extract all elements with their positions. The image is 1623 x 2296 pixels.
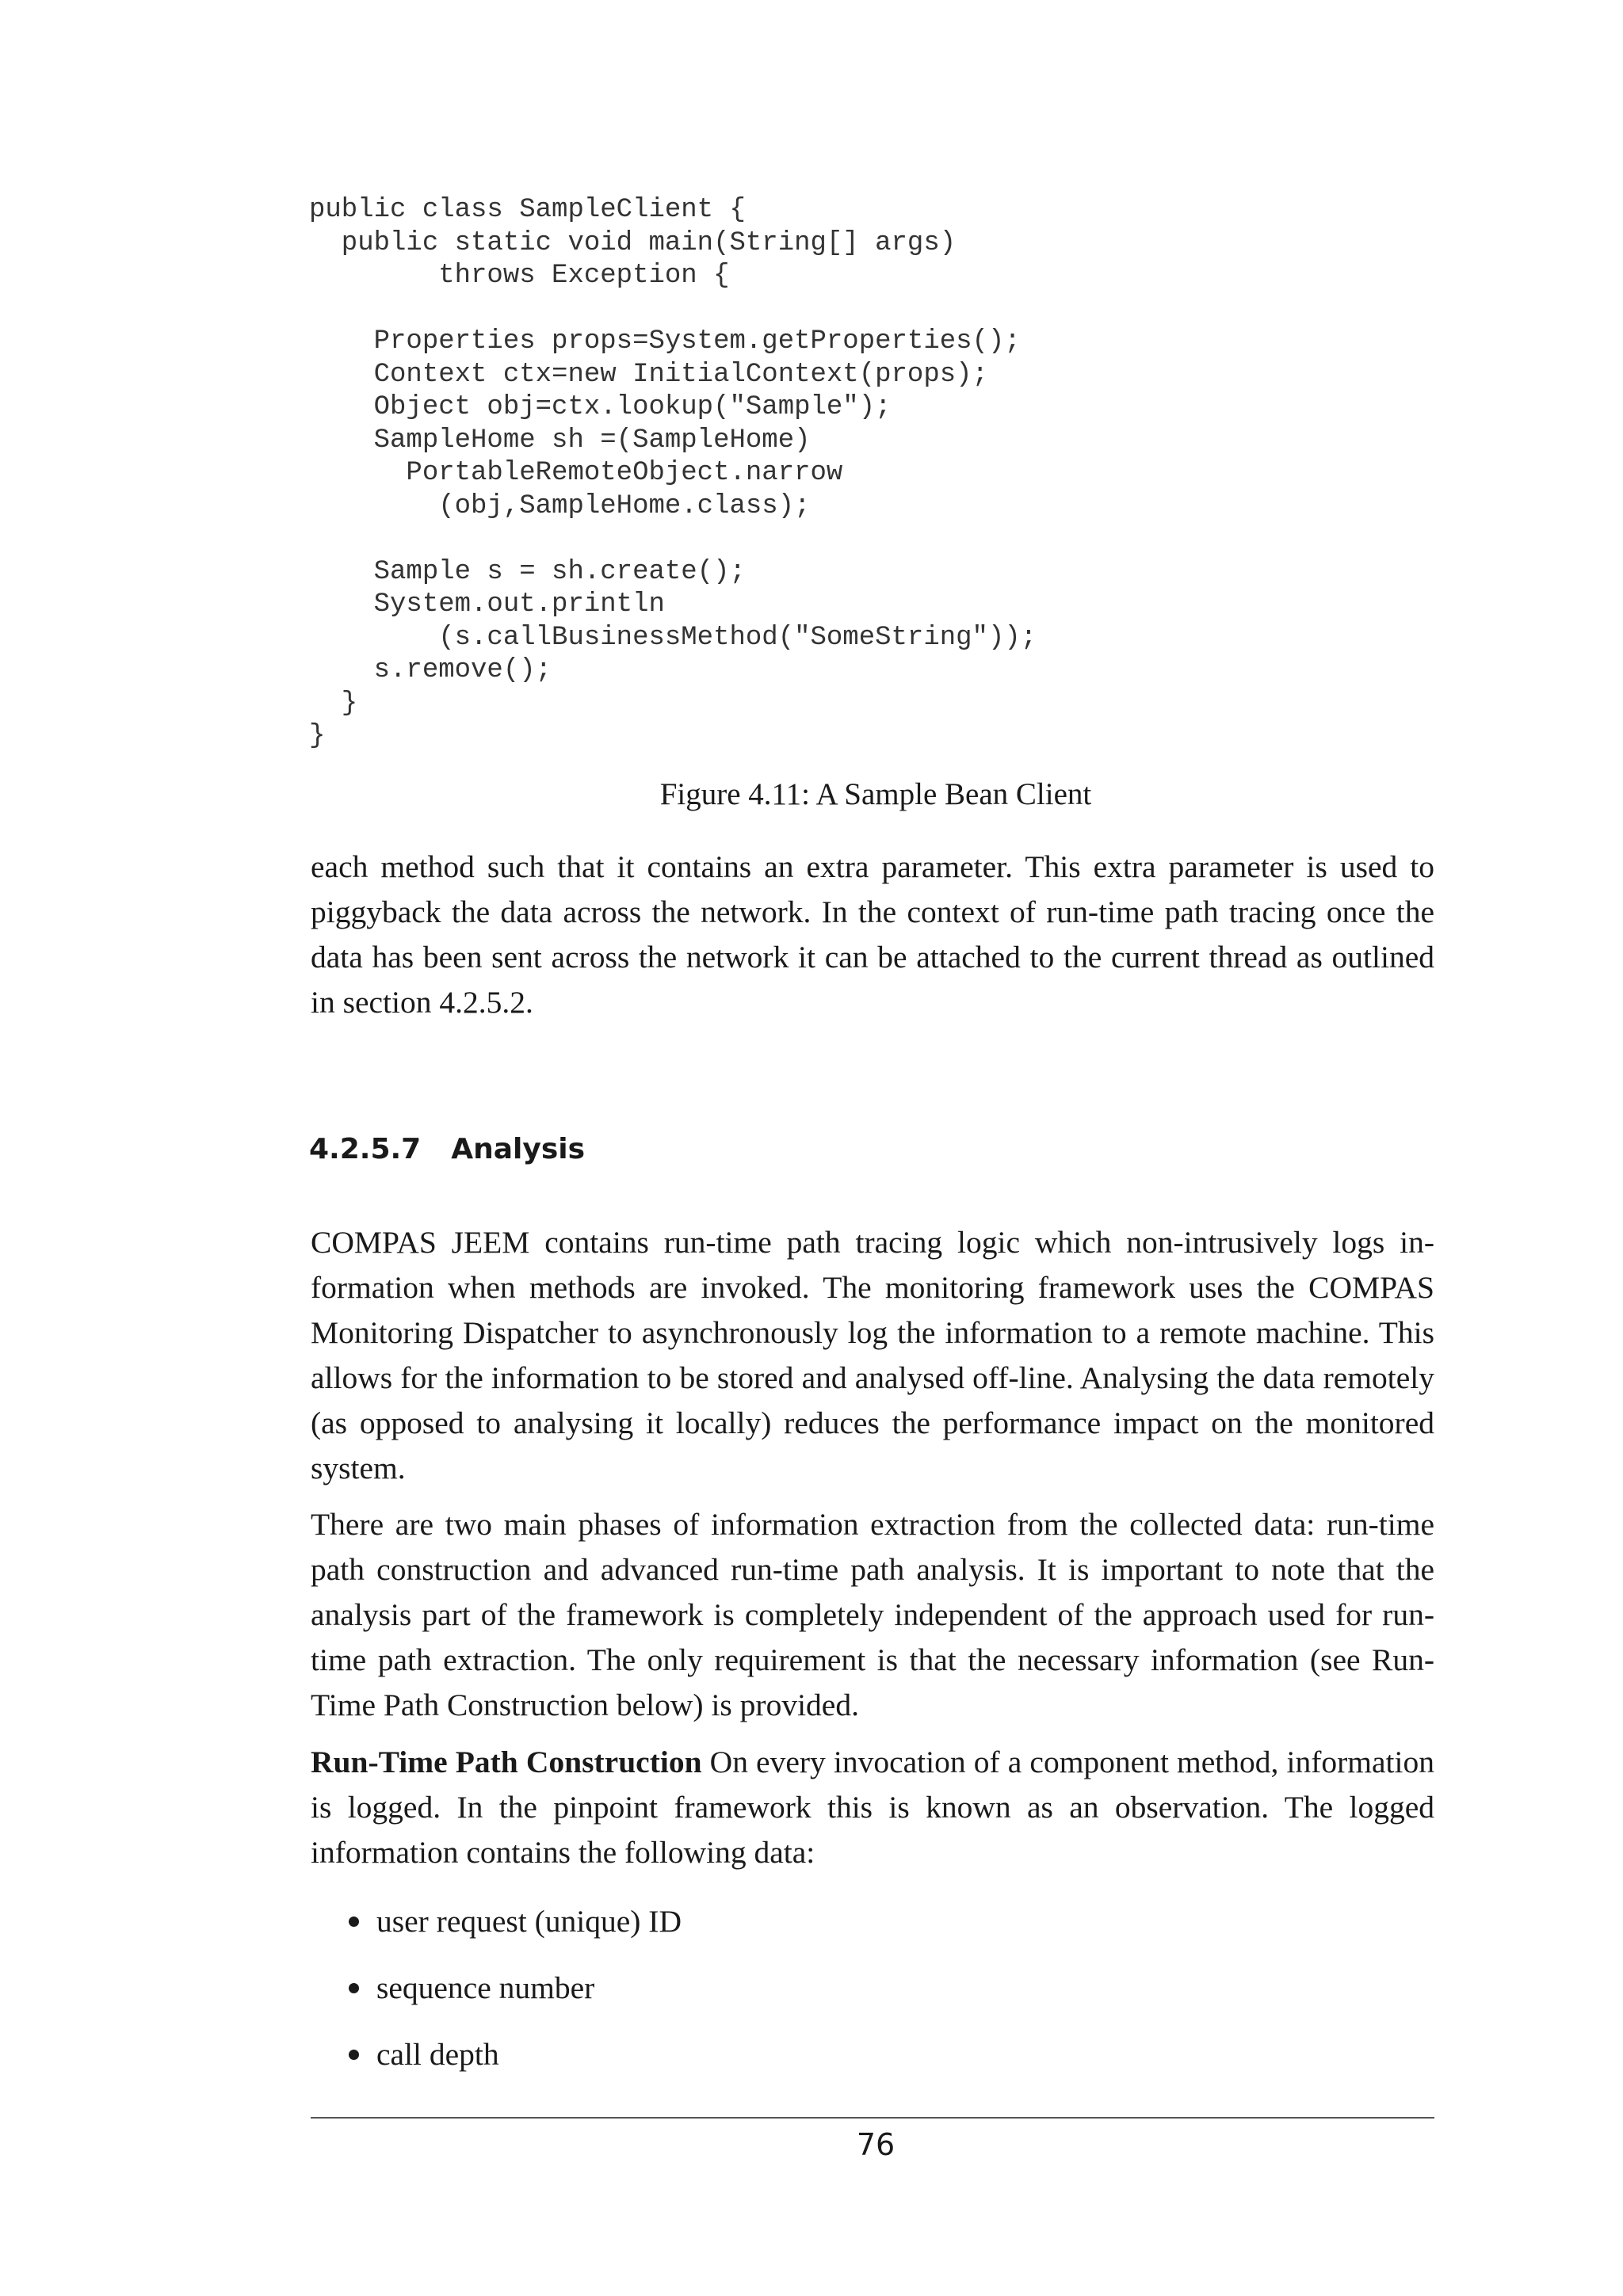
code-line: Object obj=ctx.lookup("Sample"); xyxy=(309,392,892,422)
code-line: } xyxy=(309,688,358,719)
bullet-icon xyxy=(349,1917,359,1927)
paragraph-continuation: each method such that it contains an extra parameter. This extra parameter is used to piggyback the data across the network. In the context of run-time path tracing once the data has been sent across the network it can be attached to the current thread as outlined in section 4.2.5.2. xyxy=(311,849,1434,1020)
list-item xyxy=(349,1968,682,2035)
code-line: s.remove(); xyxy=(309,655,552,685)
code-line: (s.callBusinessMethod("SomeString")); xyxy=(309,622,1037,653)
list-item-text: call depth xyxy=(376,2037,499,2072)
code-line: } xyxy=(309,721,326,751)
code-line: Context ctx=new InitialContext(props); xyxy=(309,359,988,390)
code-line: public class SampleClient { xyxy=(309,195,746,225)
bullet-icon xyxy=(349,1983,359,1993)
list-item-text: sequence number xyxy=(376,1970,595,2005)
code-line: Sample s = sh.create(); xyxy=(309,556,746,587)
paragraph-path-construction xyxy=(311,1740,1434,1875)
section-heading xyxy=(309,1133,585,1165)
paragraph-analysis-intro: COMPAS JEEM contains run-time path tracing logic which non-intrusively logs information when methods are invoked. The monitoring framework uses the COMPAS Monitoring Dispatcher to asynchronously log the information to a remote machine. This allows for the information to be stored and analysed off-line. Analysing the data remotely (as opposed to analysing it locally) reduces the performance impact on the monitored system. xyxy=(311,1225,1434,1486)
code-line: Properties props=System.getProperties(); xyxy=(309,326,1021,357)
code-line: System.out.println xyxy=(309,589,665,620)
list-item xyxy=(349,1901,682,1968)
code-listing xyxy=(309,194,1037,753)
list-item xyxy=(349,2035,682,2101)
code-line: PortableRemoteObject.narrow xyxy=(309,458,843,488)
footer-rule xyxy=(311,2117,1434,2119)
code-line: throws Exception { xyxy=(309,261,730,291)
logged-data-list xyxy=(349,1901,682,2101)
code-line: SampleHome sh =(SampleHome) xyxy=(309,425,811,456)
code-line: (obj,SampleHome.class); xyxy=(309,490,811,521)
section-title: Analysis xyxy=(451,1133,586,1165)
section-number: 4.2.5.7 xyxy=(309,1133,422,1165)
run-time-path-construction-lead: Run-Time Path Construction xyxy=(311,1745,702,1779)
code-line: public static void main(String[] args) xyxy=(309,227,957,258)
paragraph-phases: There are two main phases of information extraction from the collected data: run-time path construction and advanced run-time path analysis. It is important to note that the analysis part of the framework is completely independent of the approach used for run-time path extraction. The only requirement is that the necessary information (see Run-Time Path Construction below) is provided. xyxy=(311,1507,1434,1722)
list-item-text: user request (unique) ID xyxy=(376,1904,682,1939)
page-number: 76 xyxy=(856,2127,896,2162)
bullet-icon xyxy=(349,2050,359,2060)
figure-caption: Figure 4.11: A Sample Bean Client xyxy=(659,777,1092,811)
paragraph-path-construction-body: On every invocation of a component method, information is logged. In the pinpoint framework this is known as an observation. The logged information contains the following data: xyxy=(311,1745,1434,1870)
